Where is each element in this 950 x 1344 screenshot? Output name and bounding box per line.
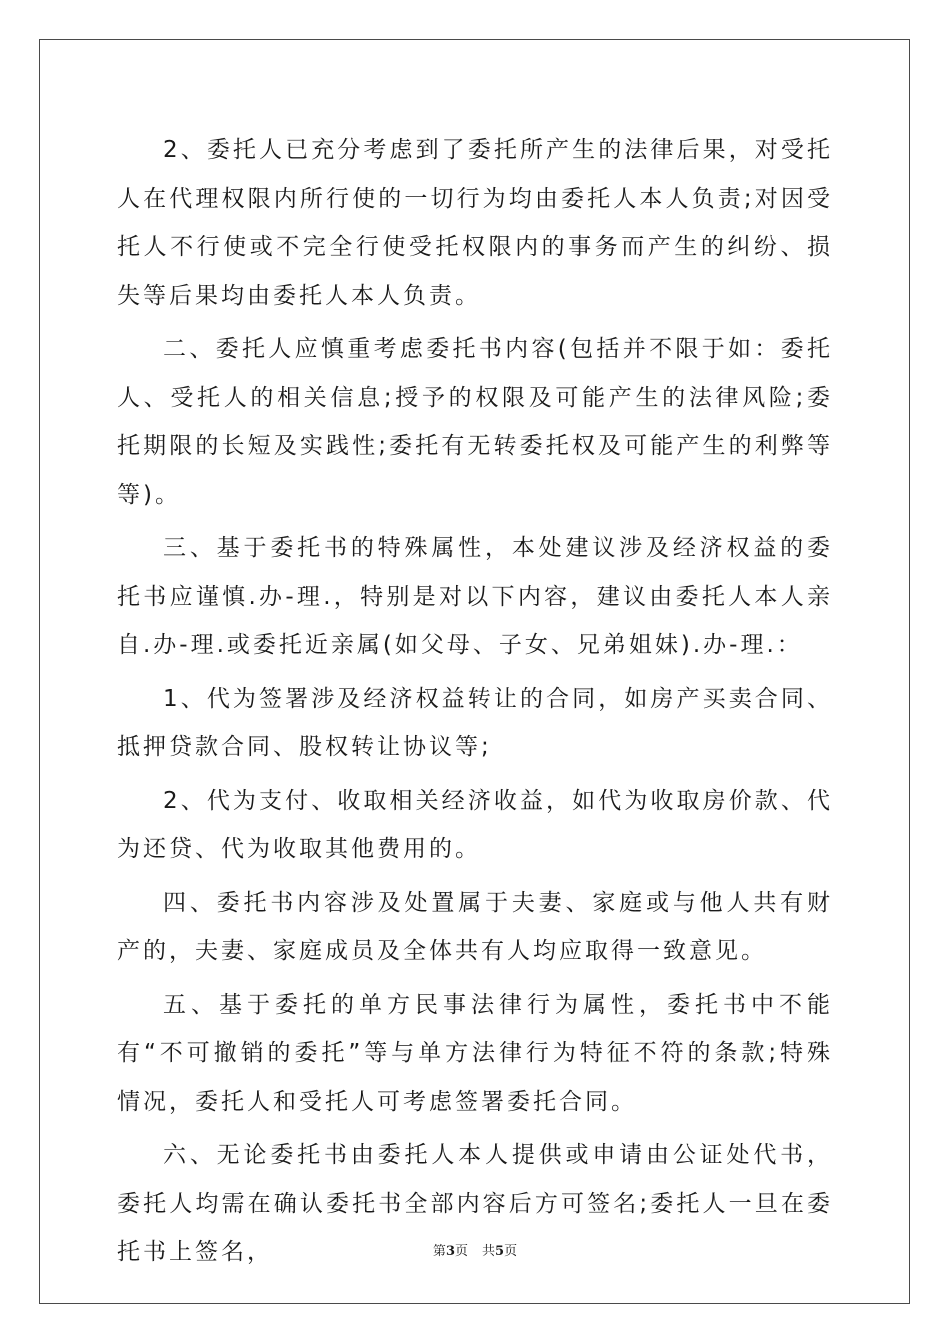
total-prefix: 共 [482,1244,496,1259]
paragraph-section-5: 五、基于委托的单方民事法律行为属性，委托书中不能有“不可撤销的委托”等与单方法律行为特征不符的条款;特殊情况，委托人和受托人可考虑签署委托合同。 [117,991,833,1115]
document-body [117,126,833,1277]
total-suffix: 页 [504,1244,518,1259]
page-suffix: 页 [454,1244,468,1259]
page-number: 3 [445,1244,455,1259]
paragraph-item-2: 2、代为支付、收取相关经济收益，如代为收取房价款、代为还贷、代为收取其他费用的。 [117,787,833,862]
paragraph-clause-2: 2、委托人已充分考虑到了委托所产生的法律后果，对受托人在代理权限内所行使的一切行为均由委托人本人负责;对因受托人不行使或不完全行使受托权限内的事务而产生的纠纷、损失等后果均由委托人本人负责。 [117,137,833,309]
page-footer [0,1240,950,1259]
paragraph-section-2: 二、委托人应慎重考虑委托书内容(包括并不限于如：委托人、受托人的相关信息;授予的权限及可能产生的法律风险;委托期限的长短及实践性;委托有无转委托权及可能产生的利弊等等)。 [117,336,833,508]
paragraph-section-6: 六、无论委托书由委托人本人提供或申请由公证处代书，委托人均需在确认委托书全部内容后方可签名;委托人一旦在委托书上签名， [117,1142,833,1265]
paragraph-section-4: 四、委托书内容涉及处置属于夫妻、家庭或与他人共有财产的，夫妻、家庭成员及全体共有人均应取得一致意见。 [117,889,833,964]
total-pages: 5 [495,1244,505,1259]
page-prefix: 第 [432,1244,446,1259]
paragraph-item-1: 1、代为签署涉及经济权益转让的合同，如房产买卖合同、抵押贷款合同、股权转让协议等; [117,685,833,760]
paragraph-section-3: 三、基于委托书的特殊属性，本处建议涉及经济权益的委托书应谨慎.办-理.，特别是对以下内容，建议由委托人本人亲自.办-理.或委托近亲属(如父母、子女、兄弟姐妹).办-理.： [117,535,833,658]
